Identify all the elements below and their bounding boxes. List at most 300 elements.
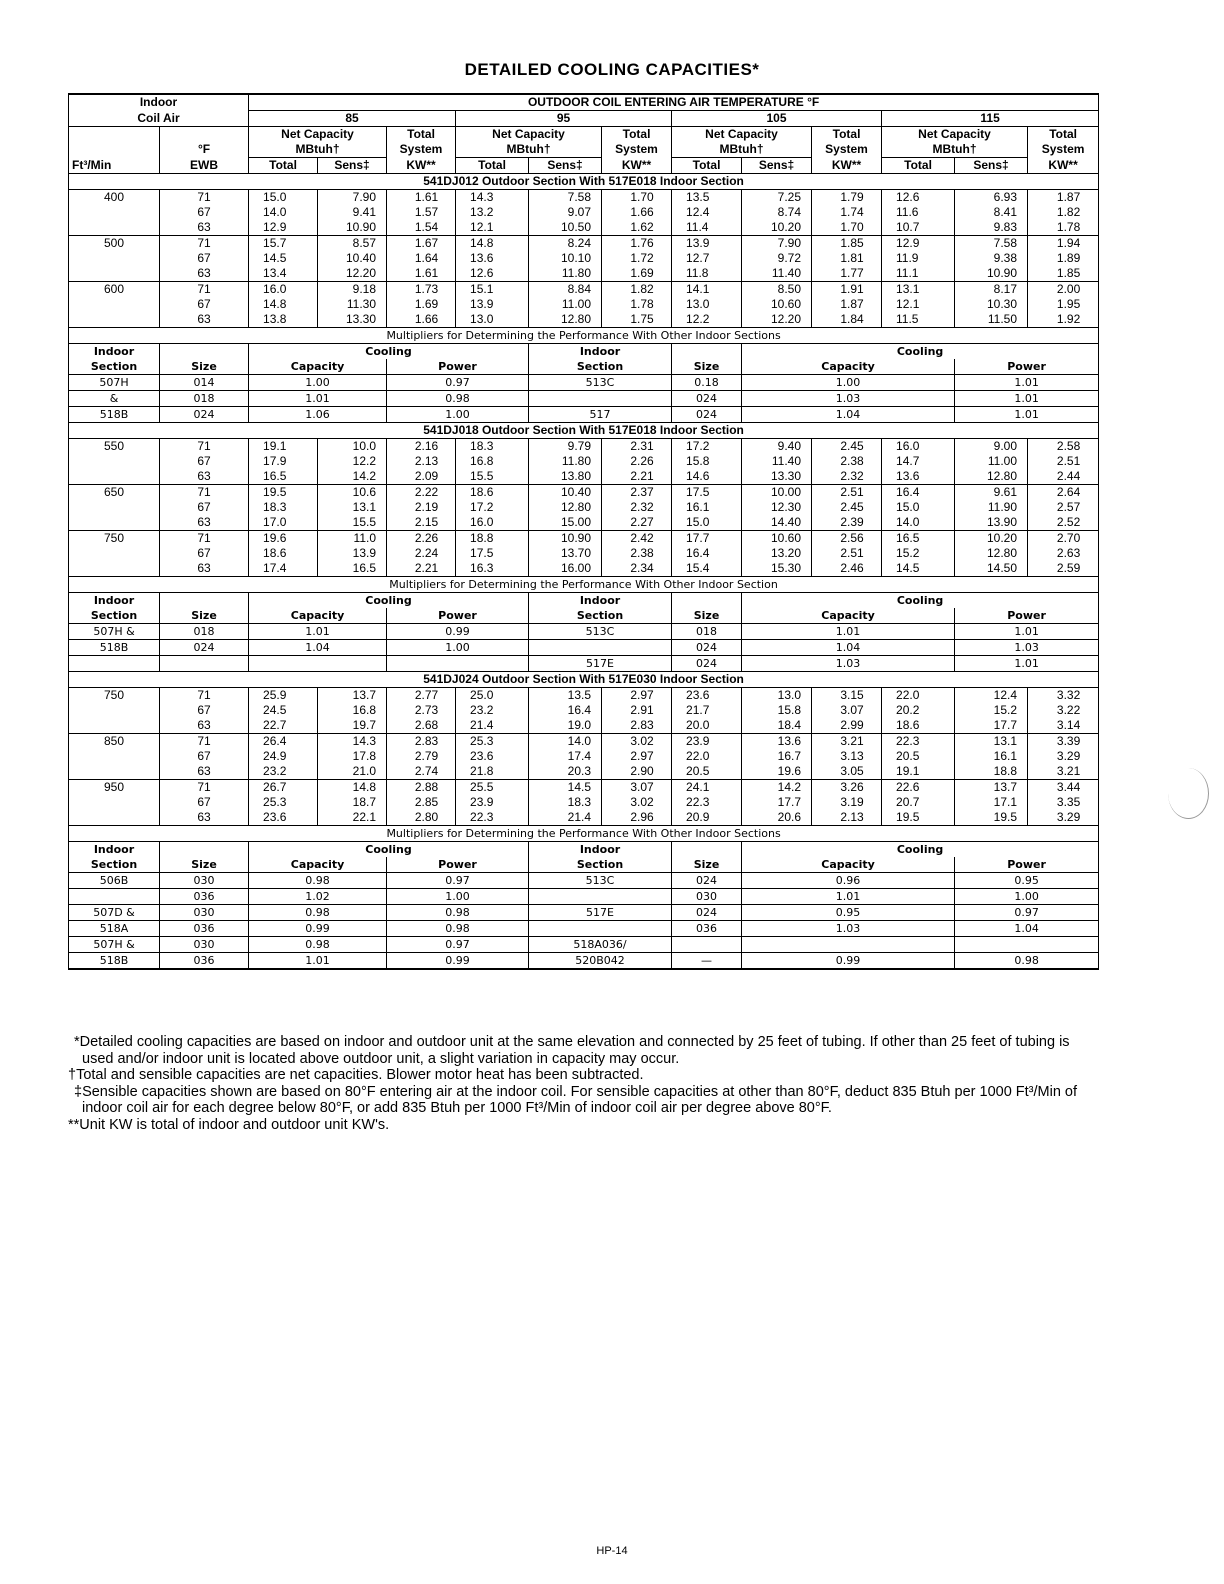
ewb-value: 67 (160, 297, 249, 312)
data-cell: 18.6 (456, 485, 529, 501)
mult-capacity (742, 937, 955, 953)
data-cell: 10.7 (882, 220, 955, 236)
data-cell: 1.54 (387, 220, 456, 236)
data-cell: 10.20 (742, 220, 812, 236)
mbtuh-label: MBtuh† (882, 142, 1028, 158)
data-cell: 11.00 (529, 297, 602, 312)
data-cell: 18.4 (742, 718, 812, 734)
table-row (69, 485, 1099, 501)
data-cell: 19.5 (955, 810, 1028, 826)
data-cell: 3.07 (812, 703, 882, 718)
mult-power: 0.98 (387, 391, 529, 407)
cfm-value (69, 810, 160, 826)
data-cell: 12.80 (955, 546, 1028, 561)
data-cell: 11.50 (955, 312, 1028, 328)
data-cell: 12.80 (955, 469, 1028, 485)
table-row (69, 688, 1099, 704)
data-cell: 14.8 (249, 297, 318, 312)
data-cell: 24.9 (249, 749, 318, 764)
mult-capacity-label: Capacity (249, 359, 387, 375)
data-cell: 13.5 (529, 688, 602, 704)
data-cell: 1.67 (387, 236, 456, 252)
mult-capacity: 0.98 (249, 937, 387, 953)
data-cell: 10.90 (529, 531, 602, 547)
note-detailed: *Detailed cooling capacities are based on indoor and outdoor unit at the same elevation and connected by 25 feet of tubing. If other than 25 feet of tubing is used and/or indoor unit is located above outdoor unit, a slight variation in capacity may occur. (74, 1034, 1070, 1067)
data-cell: 10.90 (318, 220, 387, 236)
kw-label: KW** (1028, 158, 1099, 174)
data-cell: 3.21 (1028, 764, 1099, 780)
data-cell: 12.80 (529, 500, 602, 515)
data-cell: 13.7 (955, 780, 1028, 796)
mult-size: 024 (672, 656, 742, 672)
mult-capacity: 0.99 (249, 921, 387, 937)
multiplier-title-row (69, 826, 1099, 842)
mult-power: 1.01 (955, 391, 1099, 407)
mult-section: 518B (69, 407, 160, 423)
data-cell: 13.0 (742, 688, 812, 704)
data-cell: 26.4 (249, 734, 318, 750)
mult-power: 1.04 (955, 921, 1099, 937)
system-label: System (387, 142, 456, 158)
data-cell: 3.39 (1028, 734, 1099, 750)
mult-section: 518A036/ (529, 937, 672, 953)
mult-capacity: 1.03 (742, 921, 955, 937)
net-capacity-label: Net Capacity (456, 127, 602, 143)
ewb-value: 71 (160, 780, 249, 796)
data-cell: 12.9 (249, 220, 318, 236)
data-cell: 3.21 (812, 734, 882, 750)
data-cell: 19.6 (742, 764, 812, 780)
mult-size: 024 (672, 407, 742, 423)
data-cell: 15.0 (672, 515, 742, 531)
table-row (69, 515, 1099, 531)
data-cell: 1.77 (812, 266, 882, 282)
mult-capacity: 1.04 (249, 640, 387, 656)
data-cell: 11.40 (742, 266, 812, 282)
data-cell: 20.3 (529, 764, 602, 780)
mult-power-label: Power (387, 608, 529, 624)
data-cell: 15.30 (742, 561, 812, 577)
cfm-value (69, 546, 160, 561)
ewb-value: 71 (160, 688, 249, 704)
mult-cooling-label: Cooling (742, 344, 1099, 360)
mult-section: 517E (529, 656, 672, 672)
mbtuh-label: MBtuh† (672, 142, 812, 158)
multiplier-row (69, 640, 1099, 656)
data-cell: 17.4 (249, 561, 318, 577)
section-title-row (69, 672, 1099, 688)
data-cell: 15.2 (882, 546, 955, 561)
data-cell: 2.59 (1028, 561, 1099, 577)
data-cell: 16.1 (955, 749, 1028, 764)
ewb-value: 71 (160, 190, 249, 206)
data-cell: 1.70 (812, 220, 882, 236)
cfm-value (69, 749, 160, 764)
data-cell: 16.5 (882, 531, 955, 547)
mult-cooling-label: Cooling (742, 842, 1099, 858)
data-cell: 7.90 (318, 190, 387, 206)
data-cell: 7.58 (955, 236, 1028, 252)
data-cell: 2.21 (387, 561, 456, 577)
data-cell: 11.0 (318, 531, 387, 547)
cfm-value: 850 (69, 734, 160, 750)
data-cell: 21.7 (672, 703, 742, 718)
data-cell: 21.0 (318, 764, 387, 780)
mult-indoor-label: Indoor (529, 842, 672, 858)
mult-power: 0.97 (387, 375, 529, 391)
data-cell: 16.4 (882, 485, 955, 501)
data-cell: 25.3 (456, 734, 529, 750)
data-cell: 15.4 (672, 561, 742, 577)
data-cell: 23.9 (456, 795, 529, 810)
multiplier-row (69, 624, 1099, 640)
data-cell: 12.9 (882, 236, 955, 252)
cfm-value: 500 (69, 236, 160, 252)
table-row (69, 312, 1099, 328)
cfm-value (69, 251, 160, 266)
data-cell: 12.2 (318, 454, 387, 469)
table-row (69, 718, 1099, 734)
data-cell: 17.4 (529, 749, 602, 764)
data-cell: 25.0 (456, 688, 529, 704)
mult-capacity: 1.01 (742, 624, 955, 640)
mult-capacity: 0.99 (742, 953, 955, 970)
data-cell: 12.4 (672, 205, 742, 220)
data-cell: 13.8 (249, 312, 318, 328)
data-cell: 2.46 (812, 561, 882, 577)
footnotes (68, 1034, 1098, 1133)
mult-size-label: Size (672, 608, 742, 624)
mult-power: 1.01 (955, 375, 1099, 391)
net-capacity-label: Net Capacity (672, 127, 812, 143)
mult-power-label: Power (955, 359, 1099, 375)
mult-power: 1.00 (387, 889, 529, 905)
data-cell: 13.9 (672, 236, 742, 252)
table-row (69, 561, 1099, 577)
data-cell: 2.44 (1028, 469, 1099, 485)
data-cell: 12.1 (882, 297, 955, 312)
mult-size: 024 (672, 873, 742, 889)
data-cell: 16.5 (318, 561, 387, 577)
data-cell: 13.0 (456, 312, 529, 328)
data-cell: 16.3 (456, 561, 529, 577)
data-cell: 2.32 (812, 469, 882, 485)
multiplier-row (69, 905, 1099, 921)
mult-power: 1.00 (387, 640, 529, 656)
mult-blank (672, 842, 742, 858)
data-cell: 13.0 (672, 297, 742, 312)
cooling-capacities-table (68, 93, 1099, 970)
data-cell: 17.7 (955, 718, 1028, 734)
data-cell: 16.0 (249, 282, 318, 298)
data-cell: 20.5 (882, 749, 955, 764)
data-cell: 18.3 (529, 795, 602, 810)
table-row (69, 266, 1099, 282)
multiplier-row (69, 889, 1099, 905)
mult-power-label: Power (955, 857, 1099, 873)
mult-size: 036 (160, 921, 249, 937)
mult-power: 1.03 (955, 640, 1099, 656)
header-blank (160, 127, 249, 143)
multiplier-header-2 (69, 359, 1099, 375)
mult-cooling-label: Cooling (742, 593, 1099, 609)
data-cell: 21.4 (529, 810, 602, 826)
data-cell: 2.00 (1028, 282, 1099, 298)
ewb-value: 67 (160, 703, 249, 718)
table-row (69, 795, 1099, 810)
cfm-value (69, 266, 160, 282)
cfm-value: 750 (69, 688, 160, 704)
data-cell: 1.79 (812, 190, 882, 206)
table-row (69, 531, 1099, 547)
data-cell: 16.8 (318, 703, 387, 718)
data-cell: 2.96 (602, 810, 672, 826)
data-cell: 1.61 (387, 266, 456, 282)
data-cell: 17.8 (318, 749, 387, 764)
mult-power: 0.97 (955, 905, 1099, 921)
data-cell: 14.0 (529, 734, 602, 750)
ewb-label: EWB (160, 158, 249, 174)
data-cell: 2.79 (387, 749, 456, 764)
data-cell: 1.74 (812, 205, 882, 220)
kw-label: KW** (812, 158, 882, 174)
data-cell: 10.6 (318, 485, 387, 501)
multiplier-title: Multipliers for Determining the Performance With Other Indoor Section (69, 577, 1099, 593)
mult-power-label: Power (955, 608, 1099, 624)
data-cell: 14.8 (456, 236, 529, 252)
data-cell: 13.30 (742, 469, 812, 485)
data-cell: 22.3 (672, 795, 742, 810)
data-cell: 2.09 (387, 469, 456, 485)
data-cell: 14.0 (249, 205, 318, 220)
mult-capacity: 1.00 (249, 375, 387, 391)
data-cell: 2.91 (602, 703, 672, 718)
mult-capacity: 0.95 (742, 905, 955, 921)
data-cell: 3.19 (812, 795, 882, 810)
data-cell: 2.37 (602, 485, 672, 501)
data-cell: 12.20 (742, 312, 812, 328)
data-cell: 14.8 (318, 780, 387, 796)
data-cell: 1.87 (1028, 190, 1099, 206)
data-cell: 26.7 (249, 780, 318, 796)
ewb-value: 63 (160, 469, 249, 485)
mult-capacity: 1.04 (742, 640, 955, 656)
data-cell: 1.62 (602, 220, 672, 236)
data-cell: 10.10 (529, 251, 602, 266)
data-cell: 8.50 (742, 282, 812, 298)
mult-cooling-label: Cooling (249, 593, 529, 609)
mult-section (69, 656, 160, 672)
kw-label: KW** (387, 158, 456, 174)
data-cell: 14.5 (529, 780, 602, 796)
mult-size: 024 (672, 391, 742, 407)
data-cell: 14.3 (456, 190, 529, 206)
data-cell: 2.34 (602, 561, 672, 577)
cfm-value (69, 718, 160, 734)
mult-size: 024 (160, 640, 249, 656)
data-cell: 13.5 (672, 190, 742, 206)
temp-85: 85 (249, 111, 456, 127)
ewb-value: 71 (160, 439, 249, 455)
ewb-value: 63 (160, 764, 249, 780)
ewb-value: 71 (160, 282, 249, 298)
total-sub-label: Total (249, 158, 318, 174)
data-cell: 25.5 (456, 780, 529, 796)
data-cell: 2.45 (812, 500, 882, 515)
deg-f-label: °F (160, 142, 249, 158)
mult-section: 507H & (69, 624, 160, 640)
page-number: HP-14 (596, 1545, 628, 1557)
data-cell: 22.1 (318, 810, 387, 826)
data-cell: 1.87 (812, 297, 882, 312)
data-cell: 15.2 (955, 703, 1028, 718)
ewb-value: 63 (160, 312, 249, 328)
mult-section-label: Section (529, 608, 672, 624)
mult-power: 0.98 (955, 953, 1099, 970)
net-capacity-label: Net Capacity (249, 127, 387, 143)
data-cell: 1.84 (812, 312, 882, 328)
data-cell: 16.4 (529, 703, 602, 718)
cfm-value (69, 764, 160, 780)
mult-blank (160, 842, 249, 858)
data-cell: 1.66 (602, 205, 672, 220)
mult-section: 513C (529, 873, 672, 889)
mult-power-label: Power (387, 857, 529, 873)
data-cell: 14.40 (742, 515, 812, 531)
data-cell: 2.16 (387, 439, 456, 455)
data-cell: 12.7 (672, 251, 742, 266)
mult-section (529, 921, 672, 937)
cfm-value (69, 205, 160, 220)
mult-power (387, 656, 529, 672)
system-label: System (1028, 142, 1099, 158)
data-cell: 9.18 (318, 282, 387, 298)
data-cell: 20.2 (882, 703, 955, 718)
table-row (69, 220, 1099, 236)
data-cell: 11.90 (955, 500, 1028, 515)
data-cell: 16.0 (882, 439, 955, 455)
scan-mark-right (1168, 768, 1209, 819)
mult-capacity: 0.98 (249, 905, 387, 921)
sens-label: Sens‡ (742, 158, 812, 174)
data-cell: 22.0 (672, 749, 742, 764)
data-cell: 9.00 (955, 439, 1028, 455)
mult-size: 018 (160, 624, 249, 640)
data-cell: 1.78 (1028, 220, 1099, 236)
data-cell: 6.93 (955, 190, 1028, 206)
table-row (69, 749, 1099, 764)
header-blank (69, 142, 160, 158)
ewb-value: 71 (160, 485, 249, 501)
data-cell: 13.7 (318, 688, 387, 704)
data-cell: 22.6 (882, 780, 955, 796)
mult-capacity-label: Capacity (742, 359, 955, 375)
multiplier-title-row (69, 328, 1099, 344)
data-cell: 19.5 (249, 485, 318, 501)
data-cell: 21.4 (456, 718, 529, 734)
data-cell: 2.27 (602, 515, 672, 531)
data-cell: 1.66 (387, 312, 456, 328)
data-cell: 1.70 (602, 190, 672, 206)
system-label: System (602, 142, 672, 158)
data-cell: 14.6 (672, 469, 742, 485)
cfm-value (69, 469, 160, 485)
data-cell: 1.91 (812, 282, 882, 298)
data-cell: 22.7 (249, 718, 318, 734)
data-cell: 2.85 (387, 795, 456, 810)
data-cell: 13.30 (318, 312, 387, 328)
data-cell: 16.4 (672, 546, 742, 561)
outdoor-temp-title: OUTDOOR COIL ENTERING AIR TEMPERATURE °F (249, 94, 1099, 111)
multiplier-row (69, 937, 1099, 953)
data-cell: 1.69 (602, 266, 672, 282)
mult-power-label: Power (387, 359, 529, 375)
mult-power: 0.95 (955, 873, 1099, 889)
total-label: Total (602, 127, 672, 143)
data-cell: 18.8 (456, 531, 529, 547)
data-cell: 1.61 (387, 190, 456, 206)
mult-capacity (249, 656, 387, 672)
mult-section: 507D & (69, 905, 160, 921)
mult-capacity: 1.03 (742, 391, 955, 407)
data-cell: 2.13 (387, 454, 456, 469)
total-sub-label: Total (882, 158, 955, 174)
multiplier-title: Multipliers for Determining the Performance With Other Indoor Sections (69, 328, 1099, 344)
mult-capacity: 1.02 (249, 889, 387, 905)
mbtuh-label: MBtuh† (456, 142, 602, 158)
table-row (69, 500, 1099, 515)
data-cell: 2.13 (812, 810, 882, 826)
data-cell: 9.83 (955, 220, 1028, 236)
total-label: Total (1028, 127, 1099, 143)
total-label: Total (387, 127, 456, 143)
multiplier-header-1 (69, 344, 1099, 360)
data-cell: 15.5 (318, 515, 387, 531)
data-cell: 2.88 (387, 780, 456, 796)
mult-capacity: 1.01 (249, 624, 387, 640)
data-cell: 2.24 (387, 546, 456, 561)
data-cell: 9.40 (742, 439, 812, 455)
ewb-value: 67 (160, 749, 249, 764)
data-cell: 22.3 (882, 734, 955, 750)
data-cell: 3.44 (1028, 780, 1099, 796)
cfm-value: 750 (69, 531, 160, 547)
mult-size: — (672, 953, 742, 970)
data-cell: 9.72 (742, 251, 812, 266)
data-cell: 22.3 (456, 810, 529, 826)
ewb-value: 63 (160, 515, 249, 531)
mult-power: 1.01 (955, 656, 1099, 672)
note-sensible: ‡Sensible capacities shown are based on 80°F entering air at the indoor coil. For sensible capacities at other than 80°F, deduct 835 Btuh per 1000 Ft³/Min of indoor coil air for each degree below 80°F, or add 835 Btuh per 1000 Ft³/Min of indoor coil air per degree above 80°F. (74, 1083, 1078, 1116)
mult-indoor-label: Indoor (69, 593, 160, 609)
note-net-capacity: †Total and sensible capacities are net capacities. Blower motor heat has been subtracted. (68, 1067, 644, 1083)
data-cell: 10.60 (742, 297, 812, 312)
table-row (69, 454, 1099, 469)
data-cell: 11.40 (742, 454, 812, 469)
ewb-value: 67 (160, 546, 249, 561)
data-cell: 2.39 (812, 515, 882, 531)
mult-section: 506B (69, 873, 160, 889)
data-cell: 10.30 (955, 297, 1028, 312)
data-cell: 13.70 (529, 546, 602, 561)
data-cell: 18.6 (249, 546, 318, 561)
data-cell: 19.1 (882, 764, 955, 780)
mult-section-label: Section (69, 857, 160, 873)
data-cell: 3.29 (1028, 749, 1099, 764)
sens-label: Sens‡ (318, 158, 387, 174)
data-cell: 2.70 (1028, 531, 1099, 547)
cfm-value: 400 (69, 190, 160, 206)
